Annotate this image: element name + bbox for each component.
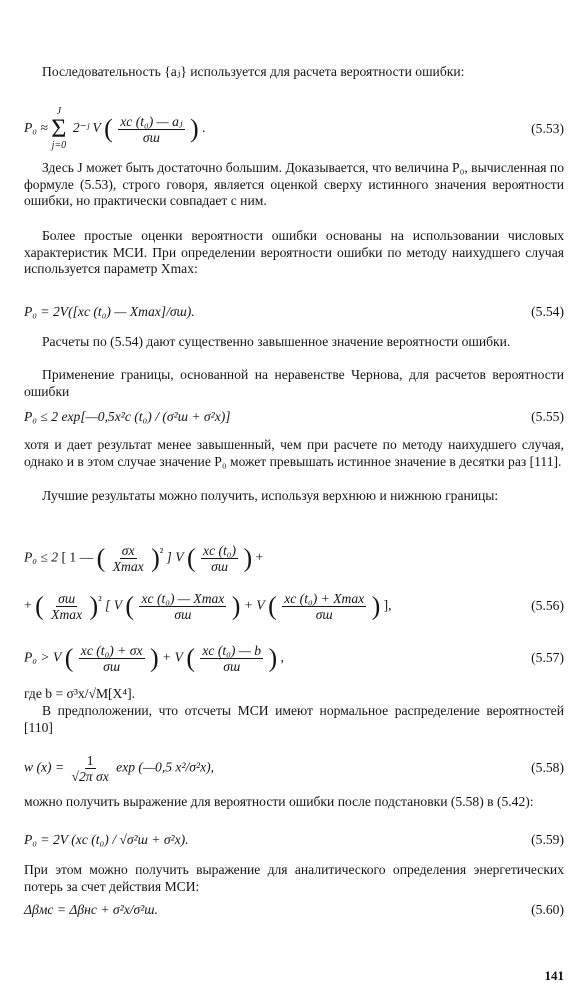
equation-5-60: Δβмс = Δβнс + σ²x/σ²ш. (5.60) xyxy=(24,902,564,917)
paragraph-sequence: Последовательность {aⱼ} используется для расчета вероятности ошибки: xyxy=(42,64,465,79)
fraction: $\frac{\text{xc (t₀) — b}}{\sigma ш}$ xyxy=(202,642,262,674)
fraction: $\frac{\text{xc (t₀) — Xmax}}{\sigma ш}$ xyxy=(141,590,225,622)
paragraph-calculations: Расчеты по (5.54) дают существенно завышенное значение вероятности ошибки. xyxy=(42,334,511,349)
equation-number: (5.56) xyxy=(531,597,564,613)
equation-number: (5.54) xyxy=(531,304,564,319)
paragraph-normal-distribution: В предположении, что отсчеты МСИ имеют нормальное распределение вероятностей [110] xyxy=(24,703,564,735)
equation-number: (5.60) xyxy=(531,902,564,917)
summation-symbol: J Σ j=0 xyxy=(51,106,67,151)
paragraph-simple-estimates: Более простые оценки вероятности ошибки основаны на использовании числовых характеристик МСИ. При определении вероятности ошибки по методу наихудшего случая используется параметр Xmax: xyxy=(24,228,564,277)
equation-5-56-line-1: P₀ ≤ 2 [ 1 — ( $\frac{\sigma x}{Xmax}$ )$^{^2}$ ] V ( $\frac{\text{xc (t₀)}}{\sigma ш}$ ) + xyxy=(24,542,264,574)
equation-5-56-line-2: + ( $\frac{\sigma ш}{Xmax}$ )$^{^2}$ [ V ( $\frac{\text{xc (t₀) — Xmax}}{\sigma ш}$ ) + V ( $\frac{\text{xc (t₀) + Xmax}}{\sigma ш}$ ) ], (5.56) xyxy=(24,590,564,622)
fraction: $\frac{\sigma ш}{Xmax}$ xyxy=(51,590,83,622)
equation-number: (5.57) xyxy=(531,649,564,665)
equation-5-53 xyxy=(24,104,564,154)
fraction: $\frac{\text{xc (t₀) + σx}}{\sigma ш}$ xyxy=(80,642,143,674)
equation-5-55: P₀ ≤ 2 exp[—0,5x²c (t₀) / (σ²ш + σ²x)] (5.55) xyxy=(24,409,564,424)
fraction: $\frac{\text{xc (t₀) + Xmax}}{\sigma ш}$ xyxy=(284,590,365,622)
equation-number: (5.53) xyxy=(531,120,564,136)
equation-5-53-formula: P₀ ≈ J Σ j=0 2⁻ʲ V ( $\frac{\text{xc (t₀) — aⱼ}}{\sigma ш}$ ) . xyxy=(24,106,206,151)
equation-number: (5.55) xyxy=(531,409,564,424)
equation-5-57: P₀ > V ( $\frac{\text{xc (t₀) + σx}}{\sigma ш}$ ) + V ( $\frac{\text{xc (t₀) — b}}{\sigma ш}$ ) , (5.57) xyxy=(24,642,564,674)
paragraph-less-overestimated: хотя и дает результат менее завышенный, чем при расчете по методу наихудшего случая, однако и в этом случае значение P₀ может превышать истинное значение в десятки раз [111]. xyxy=(24,437,564,469)
equation-5-59: P₀ = 2V (xc (t₀) / √σ²ш + σ²x). (5.59) xyxy=(24,832,564,847)
paragraph-estimate: Здесь J может быть достаточно большим. Доказывается, что величина P₀, вычисленная по формуле (5.53), строго говоря, является оценкой сверху истинного значения вероятности ошибки, но практически совпадает с ним. xyxy=(24,160,564,209)
paragraph-where-b: где b = σ³x/√M[X⁴]. xyxy=(24,686,136,701)
page-number: 141 xyxy=(544,968,564,983)
paragraph-substitution: можно получить выражение для вероятности ошибки после подстановки (5.58) в (5.42): xyxy=(24,794,534,809)
equation-number: (5.58) xyxy=(531,759,564,775)
paragraph-bounds: Лучшие результаты можно получить, используя верхнюю и нижнюю границы: xyxy=(42,488,499,503)
fraction: $\frac{1}{\text{√2π σx}}$ xyxy=(71,752,109,784)
paragraph-chernov: Применение границы, основанной на неравенстве Чернова, для расчетов вероятности ошибки xyxy=(24,367,564,399)
equation-5-54: P₀ = 2V([xc (t₀) — Xmax]/σш). (5.54) xyxy=(24,304,564,319)
equation-5-58: w (x) = $\frac{1}{\text{√2π σx}}$ exp (—0,5 x²/σ²x), (5.58) xyxy=(24,752,564,784)
paragraph-energy-losses: При этом можно получить выражение для аналитического определения энергетических потерь за счет действия МСИ: xyxy=(24,862,564,894)
fraction: $\frac{\text{xc (t₀) — aⱼ}}{\sigma ш}$ xyxy=(120,113,183,145)
fraction: $\frac{\text{xc (t₀)}}{\sigma ш}$ xyxy=(203,542,237,574)
fraction: $\frac{\sigma x}{Xmax}$ xyxy=(112,542,144,574)
equation-number: (5.59) xyxy=(531,832,564,847)
